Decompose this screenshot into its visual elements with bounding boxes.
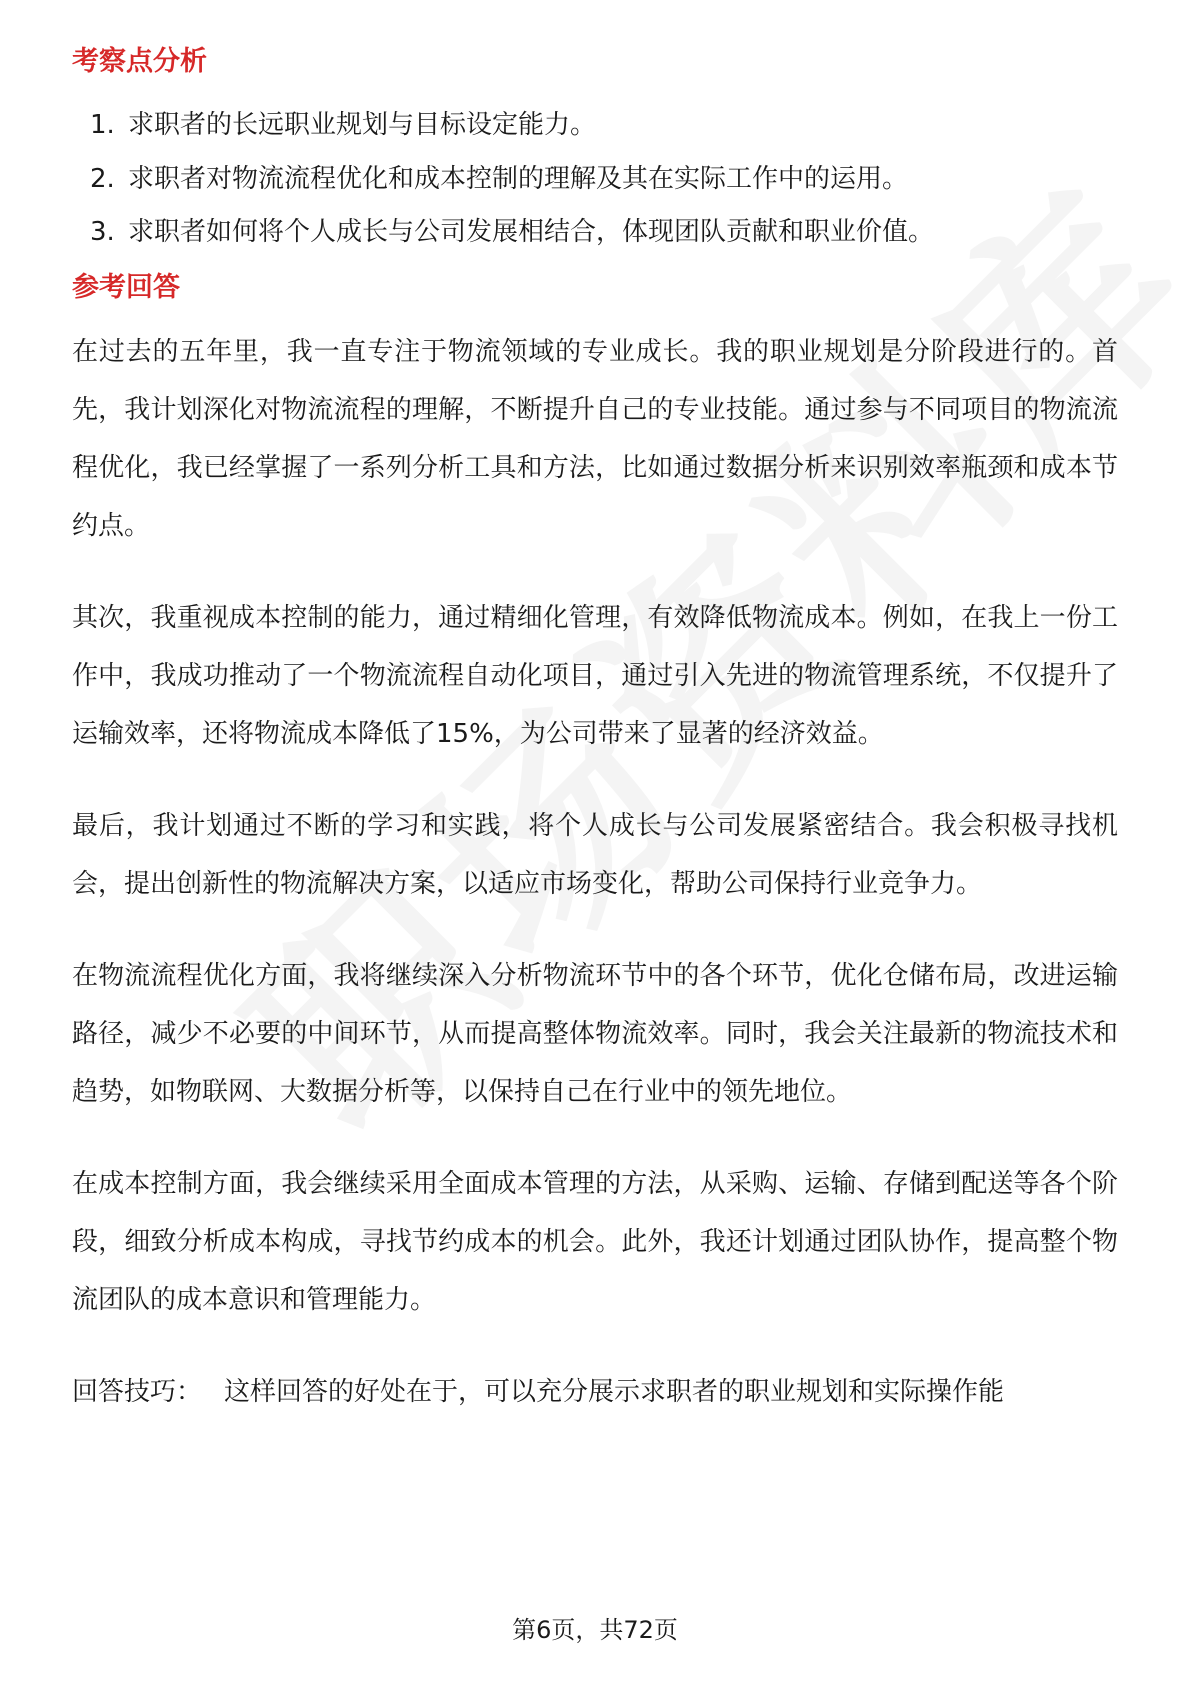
answer-paragraph: 在物流流程优化方面，我将继续深入分析物流环节中的各个环节，优化仓储布局，改进运输路径，减少不必要的中间环节，从而提高整体物流效率。同时，我会关注最新的物流技术和趋势，如物联网、大数据分析等，以保持自己在行业中的领先地位。 [72,961,1118,1108]
list-item-number: 1. [90,110,115,141]
page-number: 第6页，共72页 [512,1616,678,1644]
analysis-list [72,105,1118,254]
list-item-text: 求职者的长远职业规划与目标设定能力。 [128,110,597,141]
document-body [72,40,1118,1421]
list-item-number: 3. [90,217,115,248]
answer-paragraph: 其次，我重视成本控制的能力，通过精细化管理，有效降低物流成本。例如，在我上一份工作中，我成功推动了一个物流流程自动化项目，通过引入先进的物流管理系统，不仅提升了运输效率，还将物流成本降低了15%，为公司带来了显著的经济效益。 [72,603,1118,750]
list-item-text: 求职者如何将个人成长与公司发展相结合，体现团队贡献和职业价值。 [128,217,935,248]
page-footer [0,1610,1190,1645]
list-item [90,105,1118,147]
answer-heading: 参考回答 [72,271,180,303]
tips-label: 回答技巧： [72,1377,203,1408]
answer-paragraph: 在成本控制方面，我会继续采用全面成本管理的方法，从采购、运输、存储到配送等各个阶段，细致分析成本构成，寻找节约成本的机会。此外，我还计划通过团队协作，提高整个物流团队的成本意识和管理能力。 [72,1169,1118,1316]
analysis-heading: 考察点分析 [72,46,207,77]
answer-paragraph: 在过去的五年里，我一直专注于物流领域的专业成长。我的职业规划是分阶段进行的。首先，我计划深化对物流流程的理解，不断提升自己的专业技能。通过参与不同项目的物流流程优化，我已经掌握了一系列分析工具和方法，比如通过数据分析来识别效率瓶颈和成本节约点。 [72,337,1118,542]
answer-paragraph: 最后，我计划通过不断的学习和实践，将个人成长与公司发展紧密结合。我会积极寻找机会，提出创新性的物流解决方案，以适应市场变化，帮助公司保持行业竞争力。 [72,811,1118,900]
tips-text: 这样回答的好处在于，可以充分展示求职者的职业规划和实际操作能 [224,1377,1005,1408]
list-item-number: 2. [90,163,115,194]
answer-tips [72,1363,1118,1421]
list-item [90,159,1118,201]
list-item-text: 求职者对物流流程优化和成本控制的理解及其在实际工作中的运用。 [128,163,909,194]
list-item [90,212,1118,254]
